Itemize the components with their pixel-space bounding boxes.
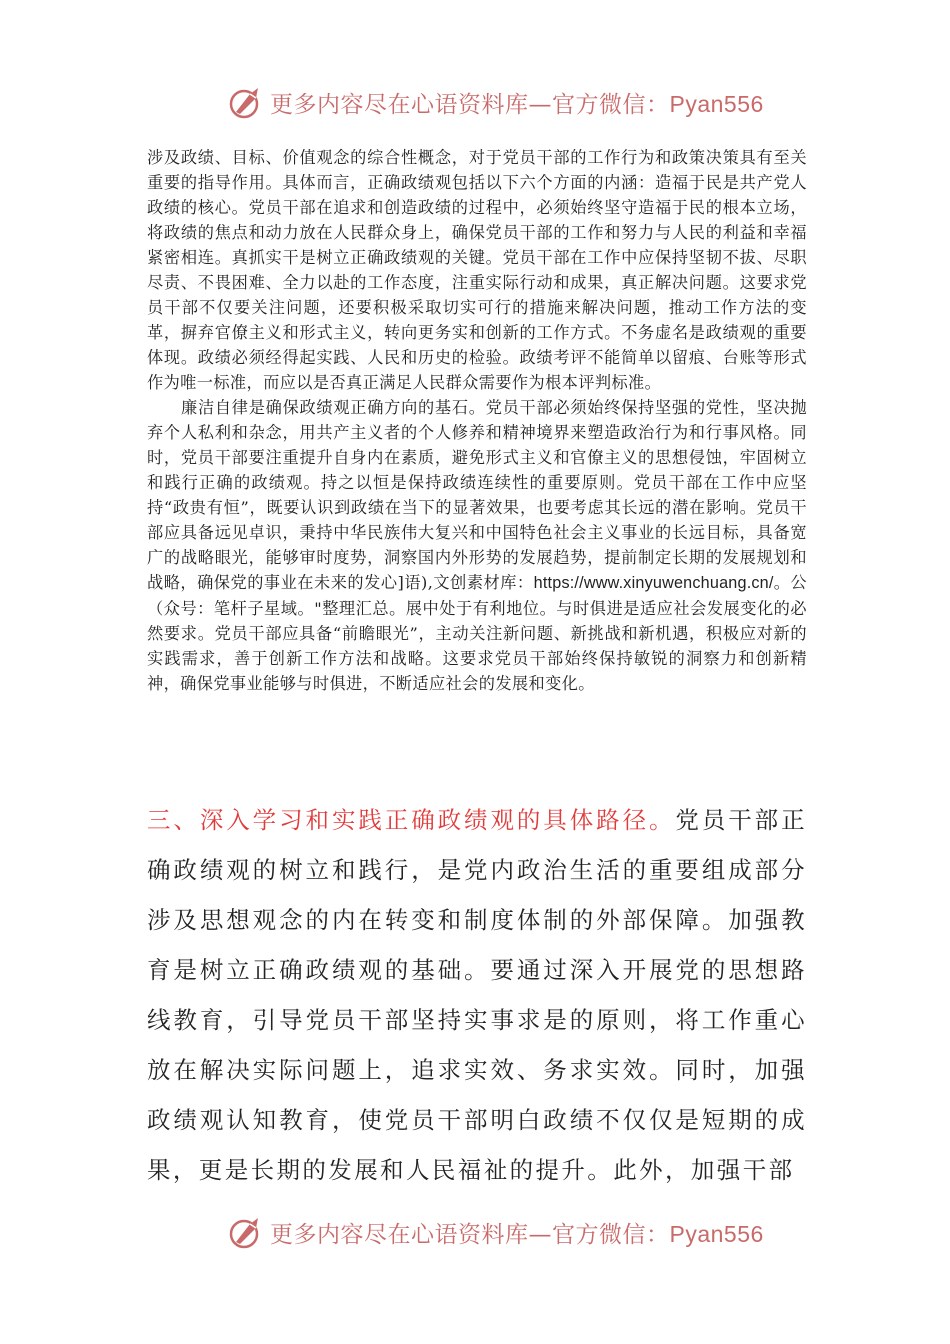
banner-text: 更多内容尽在心语资料库—官方微信：Pyan556 <box>270 1221 764 1248</box>
article-body-small <box>147 145 807 696</box>
section-3-heading: 三、深入学习和实践正确政绩观的具体路径。 <box>147 806 676 834</box>
paragraph-1: 涉及政绩、目标、价值观念的综合性概念，对于党员干部的工作行为和政策决策具有至关重要的指导作用。具体而言，正确政绩观包括以下六个方面的内涵：造福于民是共产党人政绩的核心。党员干部在追求和创造政绩的过程中，必须始终坚守造福于民的根本立场，将政绩的焦点和动力放在人民群众身上，确保党员干部的工作和努力与人民的利益和幸福紧密相连。真抓实干是树立正确政绩观的关键。党员干部在工作中应保持坚韧不拔、尽职尽责、不畏困难、全力以赴的工作态度，注重实际行动和成果，真正解决问题。这要求党员干部不仅要关注问题，还要积极采取切实可行的措施来解决问题，推动工作方法的变革，摒弃官僚主义和形式主义，转向更务实和创新的工作方式。不务虚名是政绩观的重要体现。政绩必须经得起实践、人民和历史的检验。政绩考评不能简单以留痕、台账等形式作为唯一标准，而应以是否真正满足人民群众需要作为根本评判标准。 <box>147 148 807 392</box>
section-3-body: 党员干部正确政绩观的树立和践行，是党内政治生活的重要组成部分涉及思想观念的内在转变和制度体制的外部保障。加强教育是树立正确政绩观的基础。要通过深入开展党的思想路线教育，引导党员干部坚持实事求是的原则，将工作重心放在解决实际问题上，追求实效、务求实效。同时，加强政绩观认知教育，使党员干部明白政绩不仅仅是短期的成果，更是长期的发展和人民福祉的提升。此外，加强干部 <box>147 806 808 1184</box>
header-banner <box>0 78 950 128</box>
source-url: https://www.xinyuwenchuang.cn/ <box>533 574 774 592</box>
section-3 <box>147 795 807 1195</box>
wechat-id: Pyan556 <box>669 91 764 117</box>
paragraph-2: 廉洁自律是确保政绩观正确方向的基石。党员干部必须始终保持坚强的党性，坚决抛弃个人私利和杂念，用共产主义者的个人修养和精神境界来塑造政治行为和行事风格。同时，党员干部要注重提升自身内在素质，避免形式主义和官僚主义的思想侵蚀，牢固树立和践行正确的政绩观。持之以恒是保持政绩连续性的重要原则。党员干部在工作中应坚持“政贵有恒”，既要认识到政绩在当下的显著效果，也要考虑其长远的潜在影响。党员干部应具备远见卓识，秉持中华民族伟大复兴和中国特色社会主义事业的长远目标，具备宽广的战略眼光，能够审时度势，洞察国内外形势的发展趋势，提前制定长期的发展规划和战略，确保党的事业在未来的发心]语),文创素材库：https://www.xinyuwenchuang.cn/。公（众号：笔杆子星域。"整理汇总。展中处于有利地位。与时俱进是适应社会发展变化的必然要求。党员干部应具备“前瞻眼光”，主动关注新问题、新挑战和新机遇，积极应对新的实践需求，善于创新工作方法和战略。这要求党员干部始终保持敏锐的洞察力和创新精神，确保党事业能够与时俱进，不断适应社会的发展和变化。 <box>147 398 807 693</box>
pen-nib-logo-icon <box>226 1212 266 1252</box>
banner-text: 更多内容尽在心语资料库—官方微信：Pyan556 <box>270 91 764 118</box>
wechat-id: Pyan556 <box>669 1221 764 1247</box>
pen-nib-logo-icon <box>226 82 266 122</box>
footer-banner <box>0 1208 950 1258</box>
section-3-paragraph <box>147 795 807 1195</box>
